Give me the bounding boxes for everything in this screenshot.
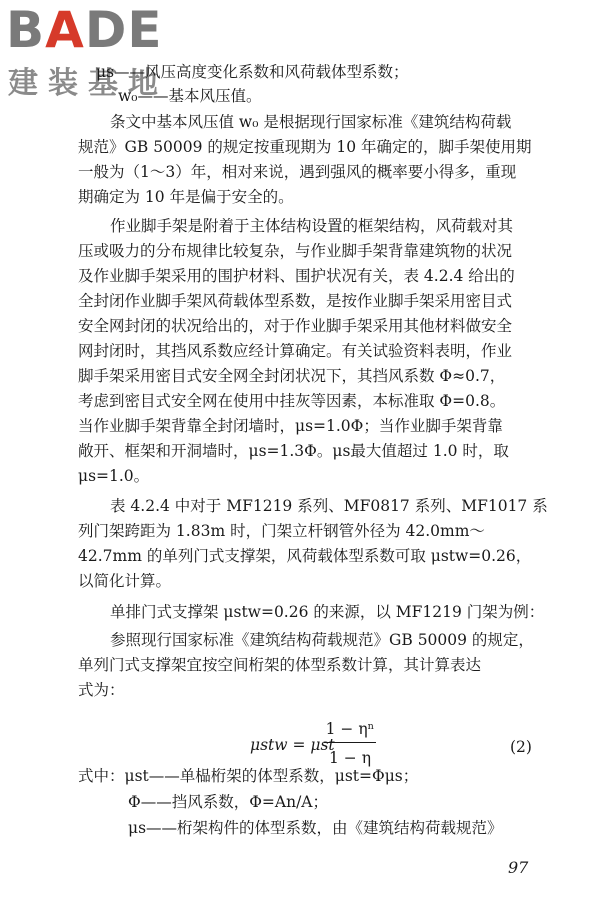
where-line: μs——桁架构件的体型系数，由《建筑结构荷载规范》	[128, 819, 503, 837]
paragraph-line: 当作业脚手架背靠全封闭墙时，μs=1.0Φ；当作业脚手架背靠	[78, 417, 503, 435]
paragraph-line: 脚手架采用密目式安全网全封闭状况下，其挡风系数 Φ≈0.7，	[78, 367, 506, 385]
paragraph-line: 网封闭时，其挡风系数应经计算确定。有关试验资料表明，作业	[78, 342, 513, 360]
definition-line: μs——风压高度变化系数和风荷载体型系数；	[96, 63, 409, 81]
where-line: Φ——挡风系数，Φ=An/A；	[128, 793, 328, 811]
paragraph-line: 条文中基本风压值 w₀ 是根据现行国家标准《建筑结构荷载	[110, 113, 512, 131]
paragraph-line: 规范》GB 50009 的规定按重现期为 10 年确定的，脚手架使用期	[78, 138, 532, 156]
paragraph-line: 表 4.2.4 中对于 MF1219 系列、MF0817 系列、MF1017 系	[110, 497, 548, 515]
equation-denominator: 1 − η	[329, 749, 371, 767]
paragraph-line: 全封闭作业脚手架风荷载体型系数，是按作业脚手架采用密目式	[78, 292, 513, 310]
equation-fraction	[324, 718, 376, 769]
logo-chinese-text: 建装基地	[8, 66, 168, 101]
paragraph-line: μs=1.0。	[78, 467, 150, 485]
paragraph-line: 单排门式支撑架 μstw=0.26 的来源，以 MF1219 门架为例：	[110, 603, 545, 621]
paragraph-line: 单列门式支撑架宜按空间桁架的体型系数计算，其计算表达	[78, 656, 482, 674]
paragraph-line: 敞开、框架和开洞墙时，μs=1.3Φ。μs最大值超过 1.0 时，取	[78, 442, 509, 460]
paragraph-line: 期确定为 10 年是偏于安全的。	[78, 188, 294, 206]
paragraph-line: 考虑到密目式安全网在使用中挂灰等因素，本标准取 Φ=0.8。	[78, 392, 506, 410]
paragraph-line: 作业脚手架是附着于主体结构设置的框架结构，风荷载对其	[110, 217, 514, 235]
paragraph-line: 及作业脚手架采用的围护材料、围护状况有关，表 4.2.4 给出的	[78, 267, 515, 285]
site-logo	[6, 0, 176, 100]
page-number: 97	[508, 858, 529, 877]
paragraph-line: 式为：	[78, 681, 125, 699]
equation-numerator: 1 − ηⁿ	[325, 720, 375, 738]
paragraph-line: 以简化计算。	[78, 572, 172, 590]
equation-number: (2)	[510, 738, 532, 756]
logo-wordmark: BADE	[6, 1, 163, 59]
equation-lhs: μstw = μst	[250, 736, 335, 754]
fraction-bar	[324, 742, 376, 743]
where-line: 式中：μst——单榀桁架的体型系数，μst=Φμs；	[78, 767, 419, 785]
definition-line: w₀——基本风压值。	[118, 87, 262, 105]
paragraph-line: 42.7mm 的单列门式支撑架，风荷载体型系数可取 μstw=0.26，	[78, 547, 532, 565]
paragraph-line: 压或吸力的分布规律比较复杂，与作业脚手架背靠建筑物的状况	[78, 242, 513, 260]
paragraph-line: 列门架跨距为 1.83m 时，门架立杆钢管外径为 42.0mm～	[78, 522, 485, 540]
paragraph-line: 一般为（1～3）年，相对来说，遇到强风的概率要小得多，重现	[78, 163, 517, 181]
paragraph-line: 参照现行国家标准《建筑结构荷载规范》GB 50009 的规定，	[110, 631, 534, 649]
paragraph-line: 安全网封闭的状况给出的，对于作业脚手架采用其他材料做安全	[78, 317, 513, 335]
